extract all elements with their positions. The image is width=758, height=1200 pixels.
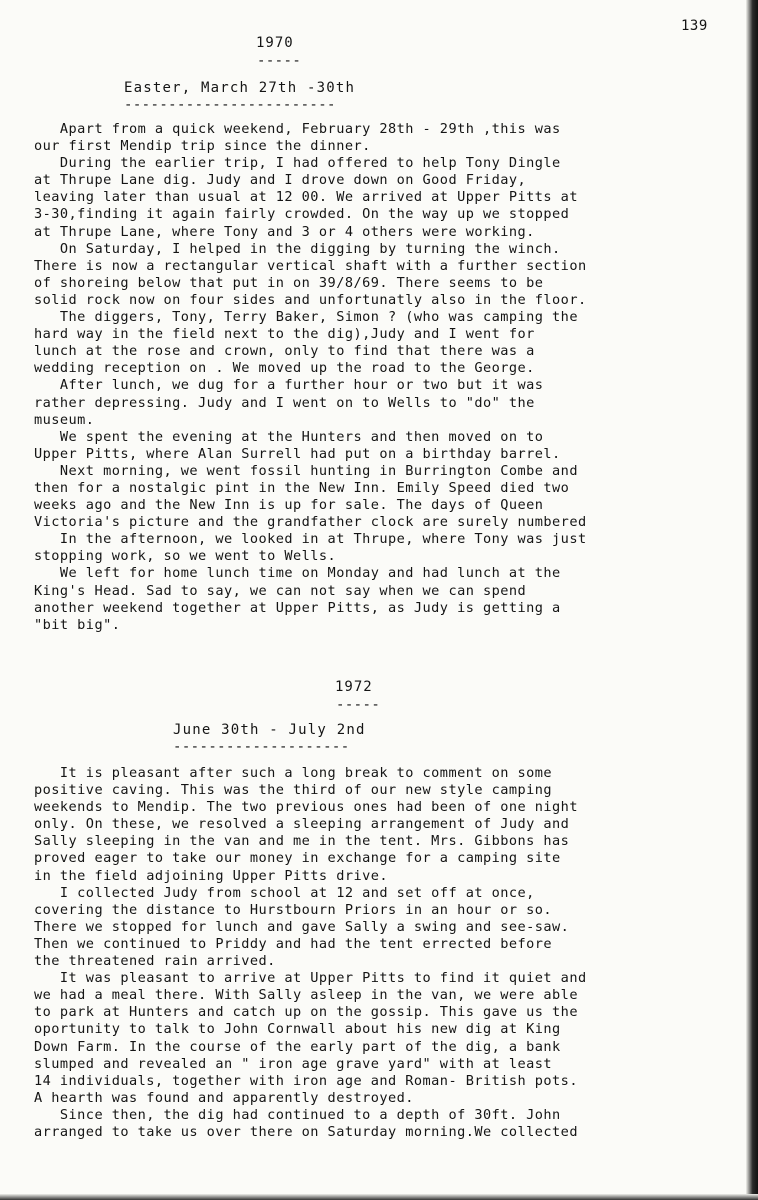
entry-heading-easter-1970: Easter, March 27th -30th bbox=[124, 80, 356, 96]
text-line: in the field adjoining Upper Pitts drive. bbox=[34, 867, 388, 884]
text-line: hard way in the field next to the dig),Judy and I went for bbox=[34, 326, 535, 343]
text-line: slumped and revealed an " iron age grave yard" with at least bbox=[34, 1055, 553, 1072]
text-line: covering the distance to Hurstbourn Priors in an hour or so. bbox=[34, 901, 553, 918]
text-line: another weekend together at Upper Pitts, as Judy is getting a bbox=[34, 599, 561, 616]
text-line: then for a nostalgic pint in the New Inn. Emily Speed died two bbox=[34, 479, 570, 496]
text-line: Since then, the dig had continued to a depth of 30ft. John bbox=[34, 1106, 561, 1123]
year-underline-1970: ----- bbox=[257, 53, 302, 69]
text-line: oportunity to talk to John Cornwall about his new dig at King bbox=[34, 1021, 561, 1038]
text-line: It is pleasant after such a long break to comment on some bbox=[34, 765, 553, 781]
year-underline-1972: ----- bbox=[336, 697, 381, 713]
text-line: leaving later than usual at 12 00. We arrived at Upper Pitts at bbox=[34, 189, 578, 206]
text-line: to park at Hunters and catch up on the gossip. This gave us the bbox=[34, 1004, 578, 1021]
text-line: arranged to take us over there on Saturday morning.We collected bbox=[34, 1123, 578, 1140]
text-line: I collected Judy from school at 12 and set off at once, bbox=[34, 884, 535, 901]
text-line: only. On these, we resolved a sleeping arrangement of Judy and bbox=[34, 816, 570, 833]
text-line: Then we continued to Priddy and had the tent errected before bbox=[34, 935, 553, 952]
text-line: the threatened rain arrived. bbox=[34, 953, 276, 970]
text-line: There is now a rectangular vertical shaft with a further section bbox=[34, 257, 587, 274]
text-line: Apart from a quick weekend, February 28th - 29th ,this was bbox=[34, 121, 561, 137]
text-line: our first Mendip trip since the dinner. bbox=[34, 138, 371, 155]
entry-heading-june-1972: June 30th - July 2nd bbox=[173, 722, 366, 738]
page-bottom-edge bbox=[0, 1194, 758, 1200]
text-line: weeks ago and the New Inn is up for sale. The days of Queen bbox=[34, 497, 544, 514]
entry-body-easter-1970 bbox=[34, 121, 746, 634]
page-number: 139 bbox=[681, 18, 708, 34]
text-line: We left for home lunch time on Monday and had lunch at the bbox=[34, 565, 561, 582]
text-line: lunch at the rose and crown, only to find that there was a bbox=[34, 343, 535, 360]
text-line: After lunch, we dug for a further hour or two but it was bbox=[34, 377, 544, 394]
text-line: positive caving. This was the third of our new style camping bbox=[34, 782, 553, 799]
text-line: On Saturday, I helped in the digging by turning the winch. bbox=[34, 240, 561, 257]
text-line: stopping work, so we went to Wells. bbox=[34, 548, 337, 565]
text-line: of shoreing below that put in on 39/8/69. There seems to be bbox=[34, 274, 544, 291]
text-line: It was pleasant to arrive at Upper Pitts to find it quiet and bbox=[34, 970, 587, 987]
text-line: Sally sleeping in the van and me in the tent. Mrs. Gibbons has bbox=[34, 833, 570, 850]
text-line: We spent the evening at the Hunters and then moved on to bbox=[34, 428, 544, 445]
text-line: During the earlier trip, I had offered to help Tony Dingle bbox=[34, 155, 561, 172]
year-heading-1970: 1970 bbox=[256, 35, 294, 51]
text-line: we had a meal there. With Sally asleep in the van, we were able bbox=[34, 987, 578, 1004]
text-line: In the afternoon, we looked in at Thrupe, where Tony was just bbox=[34, 531, 587, 548]
text-line: proved eager to take our money in exchange for a camping site bbox=[34, 850, 561, 867]
text-line: Victoria's picture and the grandfather clock are surely numbered bbox=[34, 514, 587, 531]
text-line: "bit big". bbox=[34, 616, 121, 633]
entry-body-june-1972 bbox=[34, 765, 746, 1141]
text-line: 14 individuals, together with iron age and Roman- British pots. bbox=[34, 1072, 578, 1089]
text-line: at Thrupe Lane, where Tony and 3 or 4 others were working. bbox=[34, 223, 535, 240]
text-line: museum. bbox=[34, 411, 95, 428]
text-line: wedding reception on . We moved up the road to the George. bbox=[34, 360, 535, 377]
text-line: 3-30,finding it again fairly crowded. On the way up we stopped bbox=[34, 206, 570, 223]
entry-heading-underline-easter-1970: ------------------------ bbox=[124, 97, 336, 113]
text-line: There we stopped for lunch and gave Sally a swing and see-saw. bbox=[34, 918, 570, 935]
text-line: A hearth was found and apparently destroyed. bbox=[34, 1089, 414, 1106]
text-line: Next morning, we went fossil hunting in Burrington Combe and bbox=[34, 462, 578, 479]
text-line: rather depressing. Judy and I went on to Wells to "do" the bbox=[34, 394, 535, 411]
text-line: at Thrupe Lane dig. Judy and I drove down on Good Friday, bbox=[34, 172, 527, 189]
year-heading-1972: 1972 bbox=[335, 679, 373, 695]
text-line: Upper Pitts, where Alan Surrell had put on a birthday barrel. bbox=[34, 445, 561, 462]
page-edge-shadow bbox=[746, 0, 758, 1200]
text-line: King's Head. Sad to say, we can not say when we can spend bbox=[34, 582, 527, 599]
entry-heading-underline-june-1972: -------------------- bbox=[173, 739, 350, 755]
text-line: Down Farm. In the course of the early part of the dig, a bank bbox=[34, 1038, 561, 1055]
text-line: solid rock now on four sides and unfortunatly also in the floor. bbox=[34, 291, 587, 308]
text-line: weekends to Mendip. The two previous ones had been of one night bbox=[34, 799, 578, 816]
text-line: The diggers, Tony, Terry Baker, Simon ? (who was camping the bbox=[34, 309, 578, 326]
